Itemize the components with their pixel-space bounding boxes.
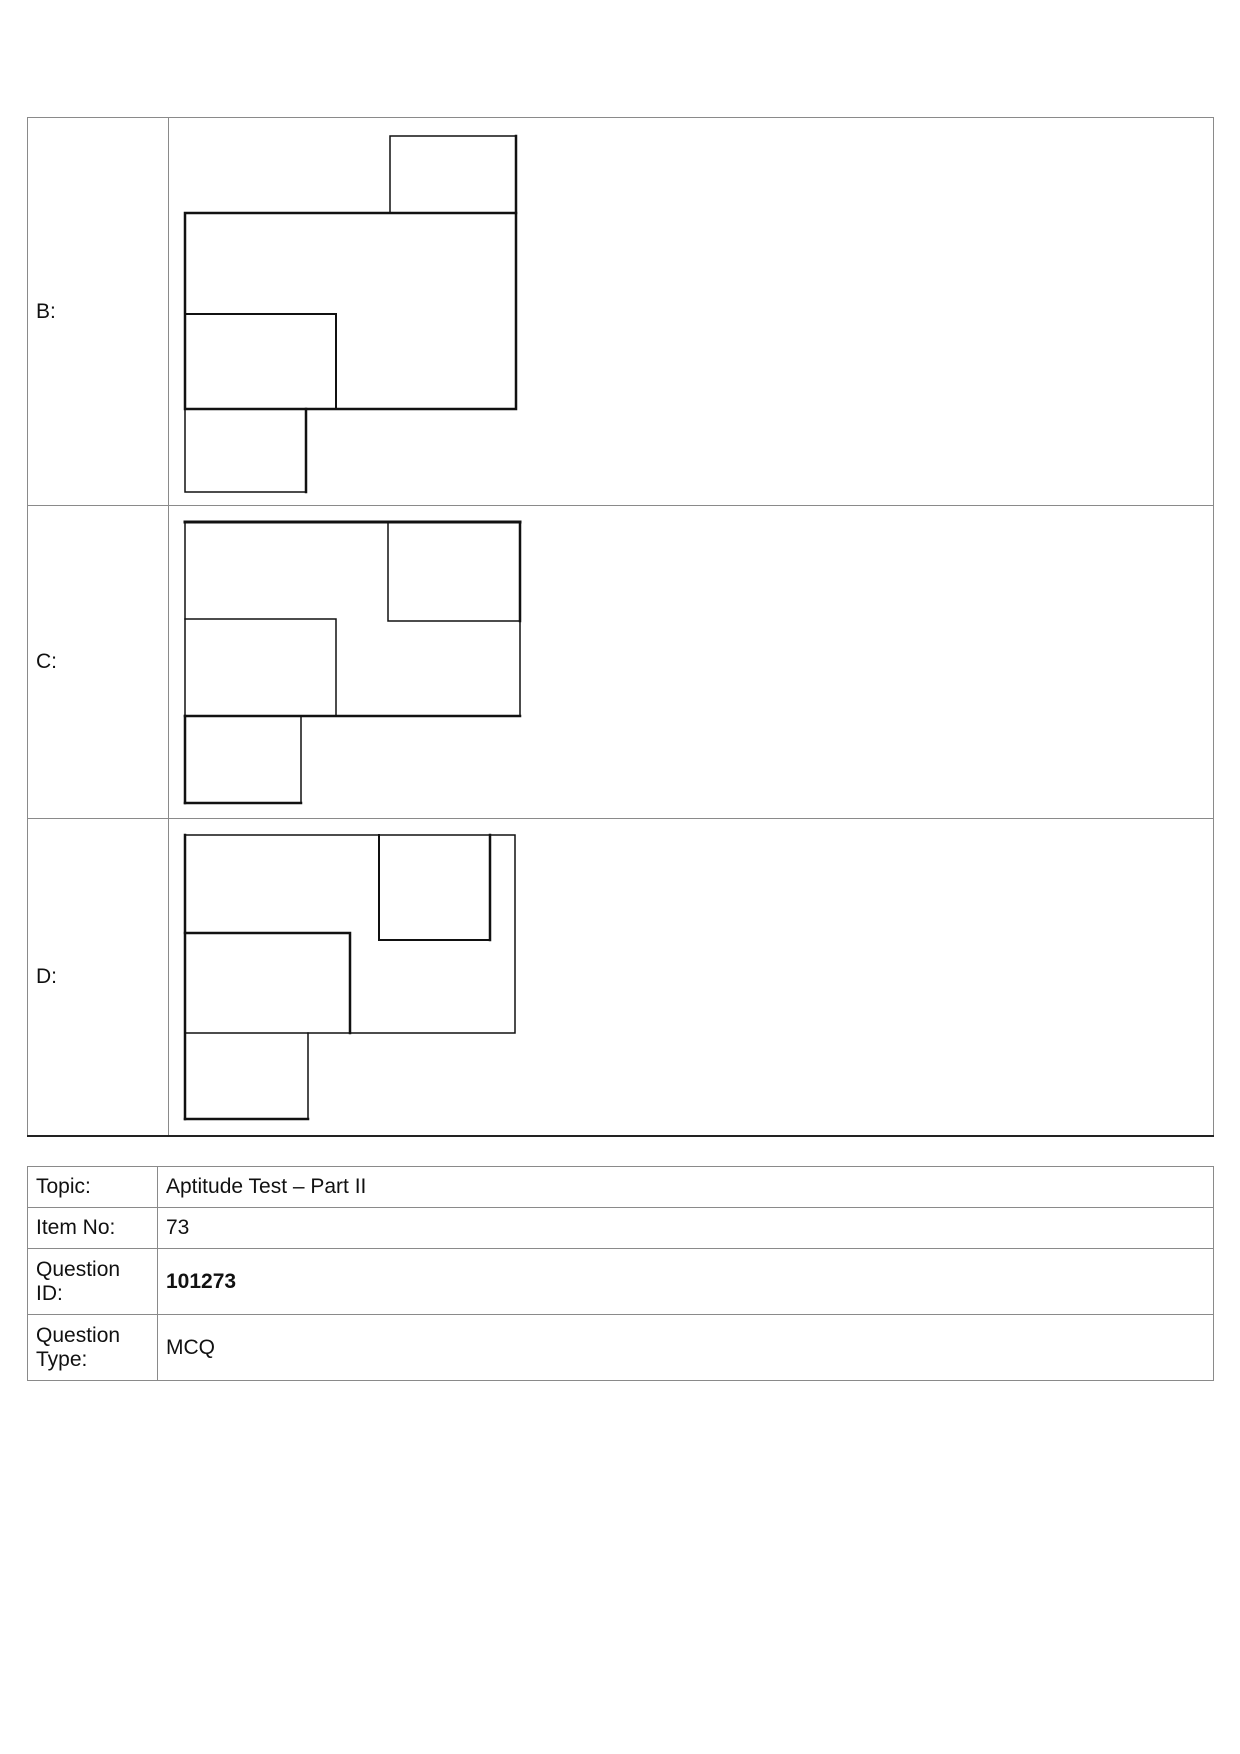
figure-block-inner (185, 314, 336, 409)
meta-row-question-type (28, 1315, 1214, 1381)
question-type-label: Question Type: (28, 1315, 158, 1381)
figure-block-bottom (185, 409, 306, 492)
option-label: C: (28, 506, 169, 819)
figure-block-top-right (379, 835, 490, 940)
figure-block-bottom (185, 716, 301, 803)
item-no-label: Item No: (28, 1208, 158, 1249)
option-label: D: (28, 819, 169, 1136)
option-c-figure-cell (169, 506, 1214, 819)
option-b-figure-cell (169, 118, 1214, 506)
option-b-figure (169, 119, 1213, 505)
meta-row-topic (28, 1167, 1214, 1208)
meta-row-item-no (28, 1208, 1214, 1249)
option-d-figure-cell (169, 819, 1214, 1136)
question-meta-table (27, 1166, 1214, 1381)
figure-block-inner (185, 933, 350, 1033)
figure-block-bottom (185, 1033, 308, 1119)
figure-block-inner (185, 619, 336, 716)
option-c-figure (169, 507, 1213, 818)
question-id-label: Question ID: (28, 1249, 158, 1315)
figure-block-top-right (390, 136, 516, 213)
meta-row-question-id (28, 1249, 1214, 1315)
figure-block-main (185, 213, 516, 409)
question-type-value: MCQ (158, 1315, 1214, 1381)
topic-label: Topic: (28, 1167, 158, 1208)
option-row-c (28, 506, 1214, 819)
answer-options-table (27, 117, 1214, 1137)
option-label: B: (28, 118, 169, 506)
option-row-d (28, 819, 1214, 1136)
item-no-value: 73 (158, 1208, 1214, 1249)
topic-value: Aptitude Test – Part II (158, 1167, 1214, 1208)
option-d-figure (169, 819, 1213, 1134)
figure-block-top-right (388, 522, 520, 621)
question-id-value: 101273 (158, 1249, 1214, 1315)
option-row-b (28, 118, 1214, 506)
